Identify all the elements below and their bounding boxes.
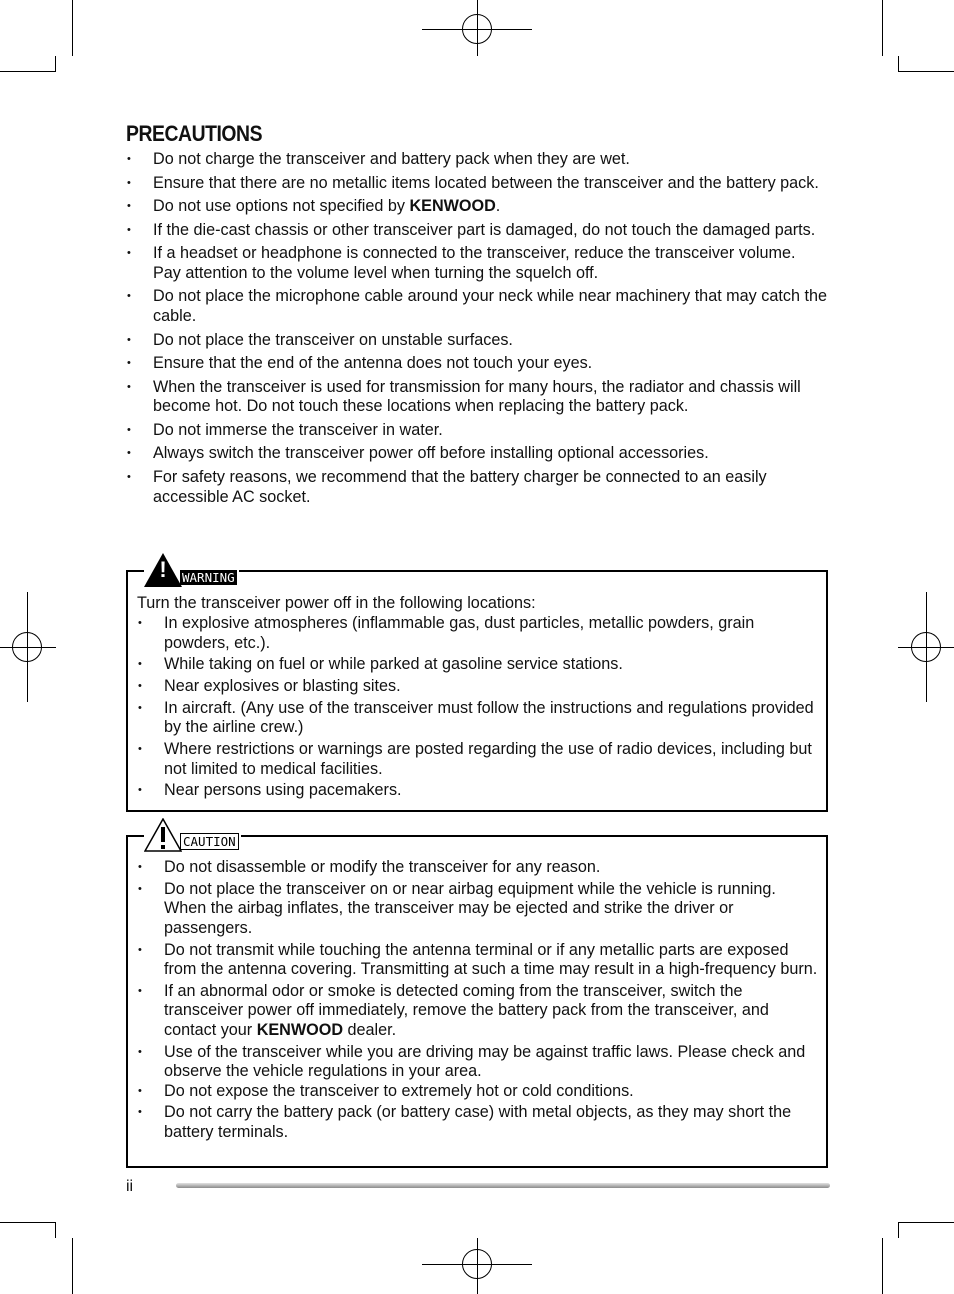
item-text: Do not charge the transceiver and battery pack when they are wet. (153, 150, 630, 168)
item-text: Do not disassemble or modify the transceiver for any reason. (164, 858, 601, 876)
item-text: Ensure that the end of the antenna does not touch your eyes. (153, 354, 593, 373)
item-text: Do not carry the battery pack (or battery case) with metal objects, as they may short the battery terminals. (164, 1103, 792, 1141)
caution-box (126, 835, 828, 1168)
brand-name: KENWOOD (409, 197, 496, 216)
list-item (127, 468, 827, 507)
caution-list (138, 858, 822, 1145)
list-item (127, 287, 827, 326)
caution-tag (144, 818, 241, 852)
list-item (127, 444, 827, 464)
list-item (127, 331, 827, 351)
page-number: ii (126, 1178, 134, 1195)
list-item (127, 221, 827, 241)
item-text: Do not place the transceiver on unstable surfaces. (153, 330, 513, 349)
page-title: PRECAUTIONS (126, 121, 263, 146)
list-item (127, 150, 827, 170)
list-item (127, 244, 827, 283)
exclamation-triangle-outline-icon (144, 818, 182, 852)
list-item (138, 858, 822, 878)
list-item (138, 1043, 822, 1082)
list-item: • While taking on fuel or while parked at gasoline service stations. (138, 655, 818, 675)
precautions-list (127, 150, 827, 511)
list-item: • In explosive atmospheres (inflammable gas, dust particles, metallic powders, grain powders, etc.). (138, 614, 818, 653)
brand-name: KENWOOD (256, 1020, 344, 1039)
list-item: • In aircraft. (Any use of the transceiver must follow the instructions and regulations provided by the airline crew.) (138, 699, 818, 738)
item-text-suffix: . (495, 197, 501, 216)
list-item (138, 880, 822, 939)
item-text: If an abnormal odor or smoke is detected coming from the transceiver, switch the transceiver power off immediately, remove the battery pack from the transceiver, and contact your (164, 981, 769, 1039)
item-text: If a headset or headphone is connected to the transceiver, reduce the transceiver volume. Pay attention to the volume level when turning the squelch off. (153, 244, 796, 282)
list-item: • Near explosives or blasting sites. (138, 677, 818, 697)
item-text: When the transceiver is used for transmission for many hours, the radiator and chassis will become hot. Do not touch these locations when replacing the battery pack. (153, 377, 801, 416)
list-item (138, 941, 822, 980)
list-item (138, 982, 822, 1041)
caution-label: CAUTION (180, 833, 239, 850)
item-text: Do not use options not specified by (153, 197, 410, 216)
list-item (127, 421, 827, 441)
exclamation-triangle-filled-icon: ! (144, 553, 182, 587)
item-text: Do not place the transceiver on or near airbag equipment while the vehicle is running. When the airbag inflates, the transceiver may be ejected and strike the driver or passengers. (164, 879, 776, 937)
warning-tag (144, 553, 239, 587)
warning-box (126, 557, 828, 812)
list-item (127, 354, 827, 374)
footer-rule (176, 1183, 830, 1188)
list-item (138, 1082, 822, 1102)
item-text-suffix: dealer. (343, 1020, 397, 1039)
list-item (127, 378, 827, 417)
item-text: Always switch the transceiver power off before installing optional accessories. (153, 444, 709, 463)
warning-list (138, 614, 818, 803)
item-text: Ensure that there are no metallic items located between the transceiver and the battery pack. (153, 173, 819, 192)
item-text: Do not place the microphone cable around your neck while near machinery that may catch the cable. (153, 287, 827, 325)
list-item: • Near persons using pacemakers. (138, 781, 818, 801)
list-item: • Where restrictions or warnings are posted regarding the use of radio devices, including but not limited to medical facilities. (138, 740, 818, 779)
item-text: Use of the transceiver while you are driving may be against traffic laws. Please check and observe the vehicle regulations in your area. (164, 1042, 806, 1081)
list-item (127, 197, 827, 217)
warning-intro: Turn the transceiver power off in the following locations: (137, 594, 536, 612)
item-text: For safety reasons, we recommend that the battery charger be connected to an easily accessible AC socket. (153, 468, 767, 506)
item-text: Do not immerse the transceiver in water. (153, 420, 443, 439)
list-item (127, 174, 827, 194)
list-item (138, 1103, 822, 1142)
item-text: If the die-cast chassis or other transceiver part is damaged, do not touch the damaged parts. (153, 220, 816, 239)
item-text: Do not transmit while touching the antenna terminal or if any metallic parts are exposed from the antenna covering. Transmitting at such a time may result in a high-frequency burn. (164, 940, 818, 979)
warning-label: WARNING (182, 570, 235, 585)
item-text: Do not expose the transceiver to extremely hot or cold conditions. (164, 1081, 634, 1100)
